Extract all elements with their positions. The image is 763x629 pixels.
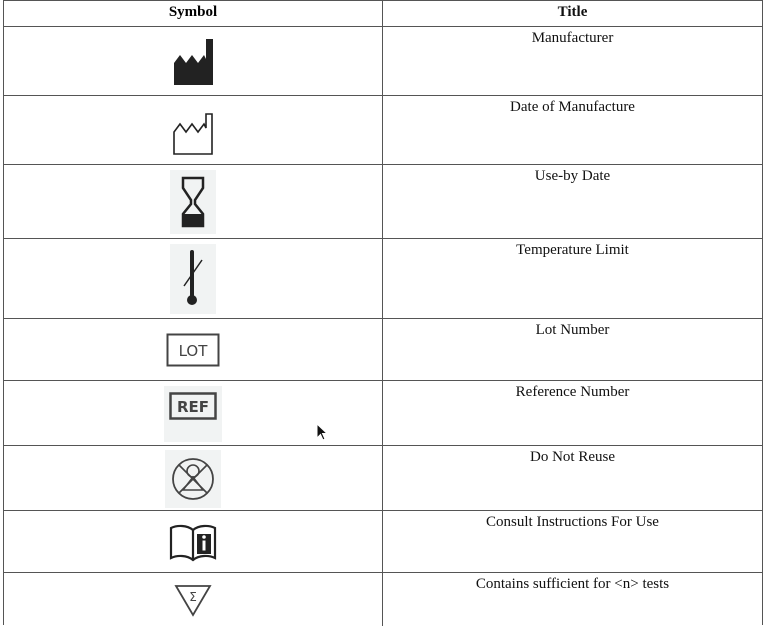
header-title: Title (557, 4, 588, 20)
row-title: Date of Manufacture (510, 99, 635, 115)
table-row (4, 510, 762, 573)
row-title: Manufacturer (531, 30, 614, 46)
row-title: Temperature Limit (516, 242, 629, 258)
header-symbol: Symbol (4, 1, 383, 30)
svg-text:REF: REF (176, 397, 210, 416)
manufacturer-icon (172, 37, 214, 87)
row-title: Do Not Reuse (530, 449, 615, 465)
svg-text:LOT: LOT (178, 342, 208, 360)
table-row (4, 318, 762, 381)
do-not-reuse-icon (170, 456, 216, 502)
date-of-manufacture-icon (172, 106, 214, 156)
row-title: Reference Number (515, 384, 630, 400)
table-row (4, 238, 762, 319)
table-header (4, 0, 762, 27)
mouse-cursor-icon (316, 423, 328, 441)
hourglass-icon (180, 176, 206, 228)
row-title: Consult Instructions For Use (486, 514, 659, 530)
instructions-icon (169, 522, 217, 562)
row-title: Lot Number (535, 322, 610, 338)
lot-icon (166, 333, 220, 367)
sigma-icon (173, 582, 213, 618)
table-row (4, 380, 762, 446)
table-row (4, 445, 762, 511)
table-row (4, 164, 762, 239)
row-title: Contains sufficient for <n> tests (475, 576, 670, 592)
symbols-table (3, 0, 763, 625)
table-row (4, 572, 762, 626)
table-row (4, 26, 762, 96)
thermometer-icon (180, 248, 206, 310)
svg-text:Σ: Σ (189, 589, 197, 604)
row-title: Use-by Date (534, 168, 611, 184)
ref-icon (169, 392, 217, 420)
table-row (4, 95, 762, 165)
